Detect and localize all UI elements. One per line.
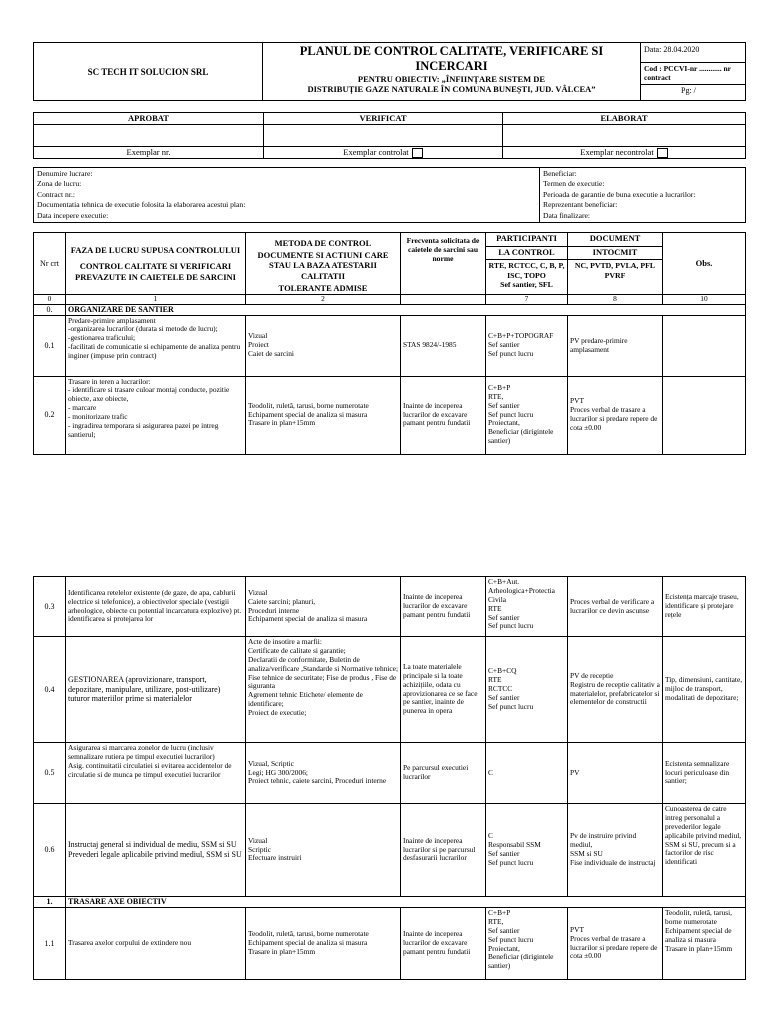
- row-method: Vizual Caiete sarcini; planuri, Proceduri interne Echipament special de analiza si masura: [246, 577, 401, 637]
- col-document-header-a: DOCUMENT: [568, 233, 663, 247]
- col-phase-header-line2: CONTROL CALITATE SI VERIFICARI PREVAZUTE IN CAIETELE DE SARCINI: [75, 261, 236, 282]
- table-row: [34, 743, 746, 804]
- info-documentation: Documentatia tehnica de executie folosita la elaborarea acestui plan:: [37, 200, 246, 210]
- row-frequency: Inainte de inceperea lucrarilor de excavare pamant pentru fundatii: [401, 577, 486, 637]
- verified-heading: VERIFICAT: [264, 113, 503, 125]
- table-row: [34, 908, 746, 980]
- row-obs: [663, 315, 746, 376]
- row-document: PV: [568, 743, 663, 804]
- copy-controlled-checkbox[interactable]: [412, 148, 423, 158]
- row-method: Vizual, Scriptic Legi; HG 300/2006; Proiect tehnic, caiete sarcini, Proceduri interne: [246, 743, 401, 804]
- project-info: [33, 167, 746, 223]
- col-participants-header-c: RTE, RCTCC, C, B, P, ISC, TOPO Sef santier, SFL: [486, 260, 568, 295]
- row-obs: [663, 376, 746, 454]
- row-number: 0.5: [34, 743, 66, 804]
- document-header: [33, 42, 746, 101]
- row-frequency: Inainte de inceperea lucrarilor de excavare pamant pentru fundatii: [401, 376, 486, 454]
- col-participants-header-a: PARTICIPANTI: [486, 233, 568, 247]
- row-frequency: Pe parcursul executiei lucrarilor: [401, 743, 486, 804]
- copy-number: [34, 147, 264, 159]
- col-nr-header: Nr crt: [34, 233, 66, 295]
- row-phase: Identificarea retelelor existente (de gaze, de apa, cablurii electrice si telefonice), a obiectivelor speciale (vestigii arheologice, obiecte cu potential incarcatura explozive) pt. identificarea si protejarea lor: [66, 577, 246, 637]
- doc-code: Cod : PCCVI-nr ............ nr contract: [641, 63, 745, 85]
- plan-subtitle-line2: DISTRIBUȚIE GAZE NATURALE ÎN COMUNA BUNEȘTI, JUD. VÂLCEA”: [307, 84, 596, 95]
- row-participants: C+B+P+TOPOGRAF Sef santier Sef punct lucru: [486, 315, 568, 376]
- elaborated-heading: ELABORAT: [503, 113, 746, 125]
- row-document: PV predare-primire amplasament: [568, 315, 663, 376]
- row-document: Pv de instruire privind mediul, SSM si SU Fise individuale de instructaj: [568, 804, 663, 897]
- col-number-8: 8: [568, 294, 663, 304]
- row-obs: Ecistenta semnalizare locuri periculoase din santier;: [663, 743, 746, 804]
- row-participants: C+B+CQ RTE RCTCC Sef santier Sef punct lucru: [486, 637, 568, 743]
- info-contract: Contract nr.:: [37, 189, 75, 199]
- row-phase: Predare-primire amplasament -organizarea lucrarilor (durata si metode de lucru); -gestionarea traficului; -facilitati de comunicatie si echipamente de analiza pentru inginer (impuse prin contract): [66, 315, 246, 376]
- info-beneficiary-rep: Reprezentant beneficiar:: [543, 200, 618, 210]
- doc-meta: [641, 43, 746, 101]
- row-frequency: STAS 9824/-1985: [401, 315, 486, 376]
- copy-number-label: Exemplar nr.: [126, 147, 171, 157]
- row-phase: Asigurarea si marcarea zonelor de lucru (inclusiv semnalizare rutiera pe timpul executiei lucrarilor) Asig. continuitatii circulatiei si evitarea accidentelor de circulatie si de munca pe timpul executiei lucrarilor: [66, 743, 246, 804]
- info-warranty: Perioada de garantie de buna executie a lucrarilor:: [543, 189, 696, 199]
- row-phase: Trasarea axelor corpului de extindere nou: [66, 908, 246, 980]
- section-title: TRASARE AXE OBIECTIV: [66, 897, 746, 908]
- row-obs: Ecistența marcaje traseu, identificare și protejare rețele: [663, 577, 746, 637]
- row-number: 0.3: [34, 577, 66, 637]
- elaborated-signature: [503, 125, 746, 147]
- row-method: Acte de insotire a marfii: Certificate de calitate si garantie; Declaratii de conformitate, Buletin de analiza/verificare ,Standarde si Normative tehnice; Fise tehnice de securitate; Fise de produs , Fise de siguranta Agrement tehnic Etichete/ elemente de identificare; Proiect de executie;: [246, 637, 401, 743]
- col-method-header-line2: DOCUMENTE SI ACTIUNI CARE STAU LA BAZA ATESTARII CALITATII: [257, 250, 389, 281]
- approved-heading: APROBAT: [34, 113, 264, 125]
- row-number: 0.2: [34, 376, 66, 454]
- row-participants: C+B+Aut. Arheologica+Protectia Civila RTE Sef santier Sef punct lucru: [486, 577, 568, 637]
- col-method-header-line3: TOLERANTE ADMISE: [278, 282, 368, 293]
- info-start-date: Data incepere executie:: [37, 210, 109, 220]
- table-row: [34, 315, 746, 376]
- section-title: ORGANIZARE DE SANTIER: [66, 304, 746, 315]
- verified-signature: [264, 125, 503, 147]
- row-document: PVT Proces verbal de trasare a lucrarilor si predare repere de cota ±0.00: [568, 376, 663, 454]
- col-obs-header: Obs.: [663, 233, 746, 295]
- row-method: Teodolit, ruletă, tarusi, borne numerotate Echipament special de analiza si masura Trasare in plan+15mm: [246, 908, 401, 980]
- copy-uncontrolled: [503, 147, 746, 159]
- row-phase: Trasare in teren a lucrarilor: - identificare si trasare culoar montaj conducte, pozitie obiecte, axe obiecte, - marcare - monitorizare trafic - ingradirea temporara si asigurarea pazei pe intreg santierul;: [66, 376, 246, 454]
- row-number: 0.4: [34, 637, 66, 743]
- row-frequency: La toate materialele principale si la toate achizițiile, odata cu aprovizionarea ce se face pe santier, inainte de punerea in opera: [401, 637, 486, 743]
- info-work-name: Denumire lucrare:: [37, 169, 93, 178]
- col-number-7: 7: [486, 294, 568, 304]
- col-document-header-c: NC, PVTD, PVLA, PFL PVRF: [568, 260, 663, 295]
- row-participants: C: [486, 743, 568, 804]
- col-phase-header-line1: FAZA DE LUCRU SUPUSA CONTROLULUI: [70, 245, 241, 256]
- column-number-row: [34, 294, 746, 304]
- col-number-10: 10: [663, 294, 746, 304]
- row-participants: C+B+P RTE, Sef santier Sef punct lucru Proiectant, Beneficiar (dirigintele santier): [486, 908, 568, 980]
- col-document-header-b: INTOCMIT: [568, 246, 663, 260]
- row-document: PVT Proces verbal de trasare a lucrarilor si predare repere de cota ±0.00: [568, 908, 663, 980]
- row-frequency: Inainte de inceperea lucrarilor de excavare pamant pentru fundatii: [401, 908, 486, 980]
- row-document: PV de receptie Registru de receptie calitativ a materialelor, prefabricatelor si elementelor de constructii: [568, 637, 663, 743]
- table-row: [34, 577, 746, 637]
- section-number: 1.: [34, 897, 66, 908]
- col-method-header: [246, 233, 401, 295]
- row-obs: Cunoasterea de catre intreg personalul a prevederilor legale aplicabile privind mediul, SSM si SU, precum si a factorilor de risc identificati: [663, 804, 746, 897]
- plan-subtitle-line1: PENTRU OBIECTIV: „ÎNFIINȚARE SISTEM DE: [357, 74, 546, 84]
- col-frequency-header: Frecventa solicitata de caietele de sarcini sau norme: [401, 233, 486, 295]
- row-obs: Tip, dimensiuni, cantitate, mijloc de transport, modalitati de depozitare;: [663, 637, 746, 743]
- row-phase: Instructaj general si individual de mediu, SSM si SU Prevederi legale aplicabile privind mediul, SSM si SU: [66, 804, 246, 897]
- row-method: Vizual Scriptic Efectuare instruiri: [246, 804, 401, 897]
- company-name: SC TECH IT SOLUCION SRL: [34, 43, 263, 101]
- copy-controlled-label: Exemplar controlat: [343, 147, 409, 157]
- row-obs: Teodolit, ruletă, tarusi, borne numerotate Echipament special de analiza si masura Trasare in plan+15mm: [663, 908, 746, 980]
- row-document: Proces verbal de verificare a lucrarilor ce devin ascunse: [568, 577, 663, 637]
- project-info-right: [540, 168, 746, 223]
- table-row: [34, 804, 746, 897]
- project-info-left: [34, 168, 540, 223]
- col-method-header-line1: METODA DE CONTROL: [274, 238, 372, 248]
- approved-signature: [34, 125, 264, 147]
- doc-page: Pg: /: [681, 86, 696, 95]
- info-work-zone: Zona de lucru:: [37, 179, 82, 189]
- col-number-blank: [401, 294, 486, 304]
- table-row: [34, 637, 746, 743]
- info-beneficiary: Beneficiar:: [543, 169, 577, 178]
- control-plan-table-page1: [33, 232, 746, 455]
- column-header-row-1: [34, 233, 746, 247]
- plan-title: [263, 43, 641, 101]
- control-plan-table-page2: [33, 576, 746, 980]
- row-participants: C Responsabil SSM Sef santier Sef punct lucru: [486, 804, 568, 897]
- info-deadline: Termen de executie:: [543, 179, 605, 189]
- row-number: 0.1: [34, 315, 66, 376]
- table-row: [34, 376, 746, 454]
- row-frequency: Inainte de inceperea lucrarilor si pe parcursul desfasurarii lucrarilor: [401, 804, 486, 897]
- col-number-0: 0: [34, 294, 66, 304]
- col-participants-header-b: LA CONTROL: [486, 246, 568, 260]
- col-number-2: 2: [246, 294, 401, 304]
- section-number: 0.: [34, 304, 66, 315]
- col-number-1: 1: [66, 294, 246, 304]
- col-phase-header: [66, 233, 246, 295]
- approvals-table: [33, 112, 746, 159]
- doc-date: Data: 28.04.2020: [641, 43, 745, 63]
- row-participants: C+B+P RTE, Sef santier Sef punct lucru Proiectant, Beneficiar (dirigintele santier): [486, 376, 568, 454]
- copy-uncontrolled-label: Exemplar necontrolat: [580, 147, 654, 157]
- copy-controlled: [264, 147, 503, 159]
- plan-title-line1: PLANUL DE CONTROL CALITATE, VERIFICARE SI: [299, 44, 604, 58]
- row-number: 0.6: [34, 804, 66, 897]
- row-method: Teodolit, ruletă, tarusi, borne numerotate Echipament special de analiza si masura Trasare in plan+15mm: [246, 376, 401, 454]
- plan-title-line2: INCERCARI: [415, 59, 488, 73]
- info-end-date: Data finalizare:: [543, 210, 591, 220]
- copy-uncontrolled-checkbox[interactable]: [657, 148, 668, 158]
- section-row: [34, 304, 746, 315]
- row-number: 1.1: [34, 908, 66, 980]
- section-row: [34, 897, 746, 908]
- row-phase: GESTIONAREA (aprovizionare, transport, depozitare, manipulare, utilizare, post-utilizare) tuturor materiilor prime si materialelor: [66, 637, 246, 743]
- row-method: Vizual Proiect Caiet de sarcini: [246, 315, 401, 376]
